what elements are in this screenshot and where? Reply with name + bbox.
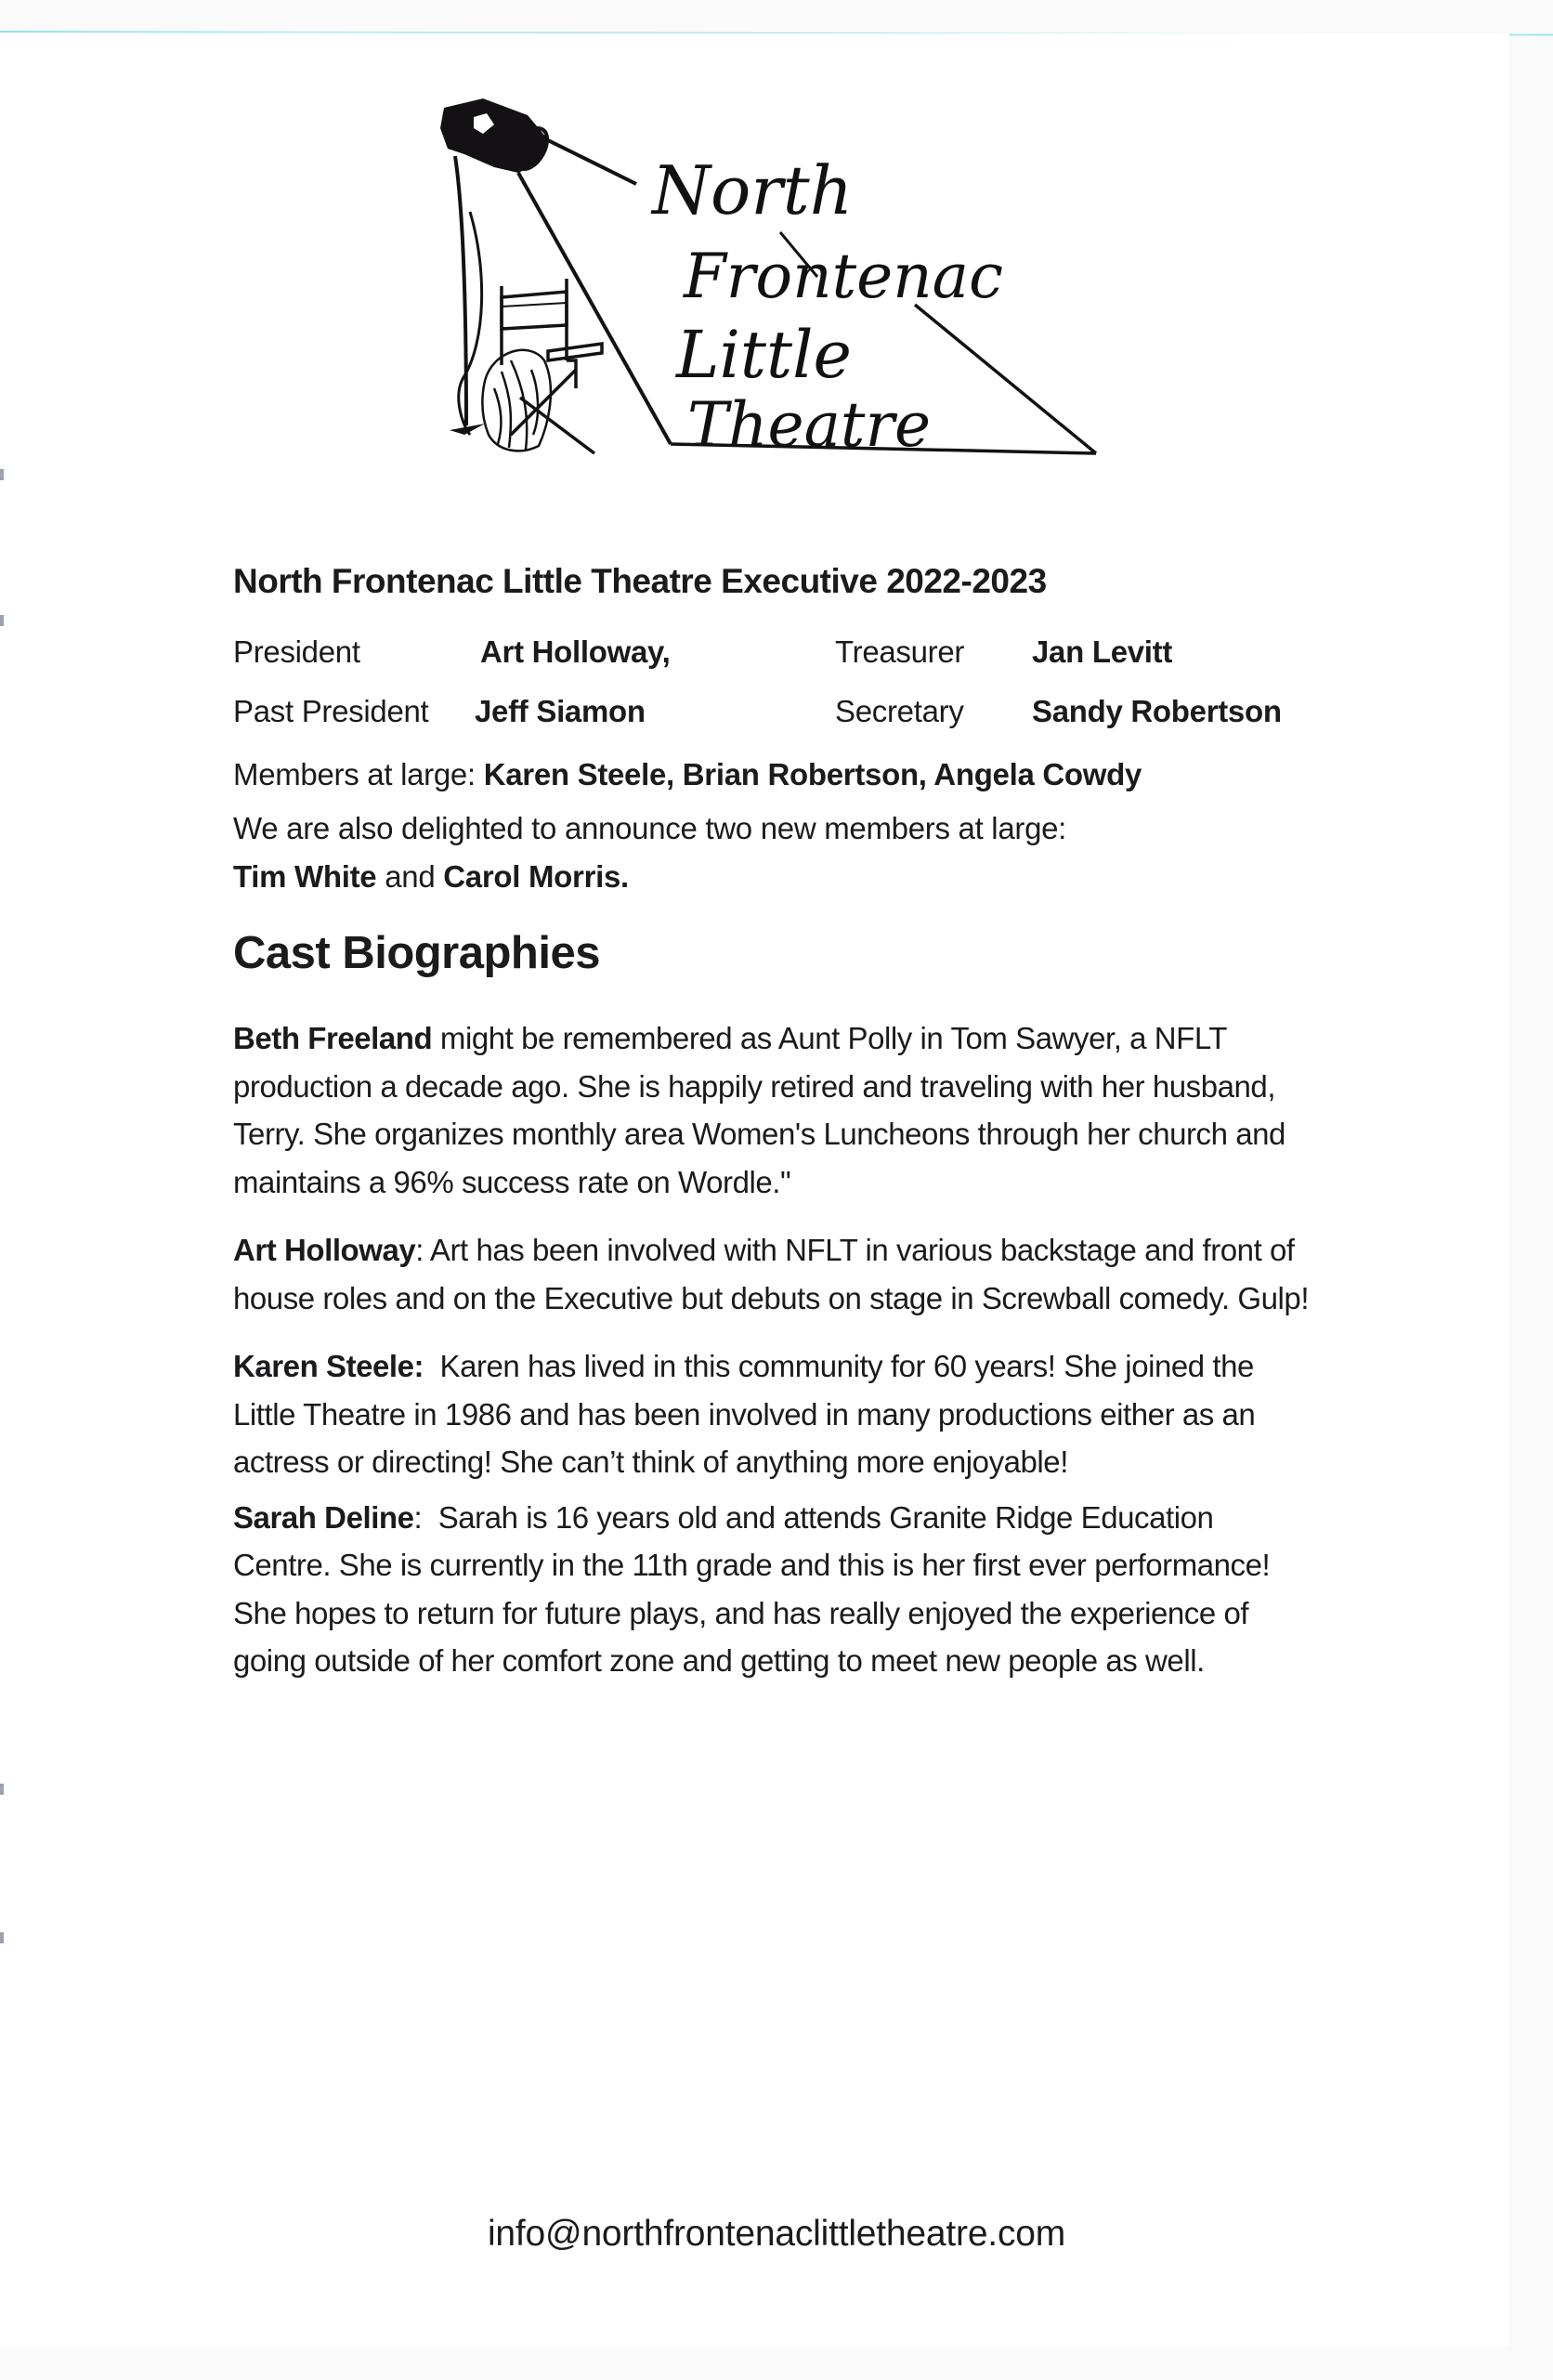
conjunction: and: [376, 859, 444, 894]
role-label-past-president: Past President: [233, 694, 429, 728]
bio-separator: :: [415, 1233, 430, 1267]
members-label: Members at large:: [233, 757, 484, 791]
executive-row-president: [233, 622, 1311, 682]
directors-chair-icon: [502, 279, 602, 453]
margin-mark: [0, 469, 4, 480]
members-at-large: [233, 754, 1311, 795]
new-member-name: Carol Morris.: [443, 859, 629, 894]
bio-sarah-deline: [233, 1494, 1311, 1685]
name-secretary: Sandy Robertson: [1032, 694, 1282, 728]
bio-name: Karen Steele:: [233, 1349, 424, 1383]
bio-separator: [424, 1349, 439, 1383]
bio-name: Beth Freeland: [233, 1021, 433, 1055]
bio-karen-steele: [233, 1342, 1311, 1486]
bio-name: Art Holloway: [233, 1233, 416, 1267]
executive-heading: North Frontenac Little Theatre Executive 2022-2023: [233, 562, 1047, 600]
members-names: Karen Steele, Brian Robertson, Angela Cowdy: [483, 757, 1142, 791]
cast-biographies-heading: Cast Biographies: [233, 928, 600, 978]
logo-word-little: Little: [676, 317, 852, 393]
spotlight-chair-logo-icon: [409, 82, 1115, 463]
name-president: Art Holloway,: [480, 634, 671, 669]
logo-word-frontenac: Frontenac: [684, 241, 1003, 312]
bio-art-holloway: [233, 1226, 1311, 1322]
bio-text: Karen has lived in this community for 60 years! She joined the Little Theatre in 1986 and has been involved in many productions either as an actress or directing! She can’t think of anything more enjoyable!: [233, 1349, 1256, 1479]
bio-text: Art has been involved with NFLT in various backstage and front of house roles and on the Executive but debuts on stage in Screwball comedy. Gulp!: [233, 1233, 1310, 1315]
draped-cloth-icon: [482, 350, 551, 451]
role-label-president: President: [233, 634, 360, 669]
bio-name: Sarah Deline: [233, 1499, 414, 1535]
program-content: [233, 557, 1311, 1685]
logo-word-north: North: [652, 151, 854, 229]
name-past-president: Jeff Siamon: [475, 694, 646, 728]
executive-row-past-president: [233, 682, 1311, 741]
role-label-treasurer: Treasurer: [835, 634, 965, 669]
bio-separator: :: [413, 1499, 438, 1535]
theatre-logo: [409, 82, 1115, 463]
bio-beth-freeland: [233, 1014, 1311, 1206]
new-member-name: Tim White: [233, 859, 377, 894]
contact-email[interactable]: info@northfrontenaclittletheatre.com: [487, 2214, 1066, 2254]
bio-separator: [432, 1021, 440, 1055]
bio-text: might be remembered as Aunt Polly in Tom Sawyer, a NFLT production a decade ago. She is happily retired and traveling with her husband, Terry. She organizes monthly area Women's Luncheons through her church and maintains a 96% success rate on Wordle.": [233, 1021, 1285, 1199]
name-treasurer: Jan Levitt: [1032, 634, 1173, 669]
logo-word-theatre: Theatre: [687, 389, 932, 461]
new-members-announcement: [233, 804, 1311, 901]
role-label-secretary: Secretary: [835, 694, 964, 728]
margin-mark: [0, 615, 4, 626]
announcement-text: We are also delighted to announce two new members at large:: [233, 811, 1067, 845]
margin-mark: [0, 1932, 4, 1943]
bio-text: Sarah is 16 years old and attends Granite Ridge Education Centre. She is currently in the 11th grade and this is her first ever performance! She hopes to return for future plays, and has really enjoyed the experience of going outside of her comfort zone and getting to meet new people as well.: [233, 1499, 1271, 1678]
margin-mark: [0, 1784, 4, 1795]
